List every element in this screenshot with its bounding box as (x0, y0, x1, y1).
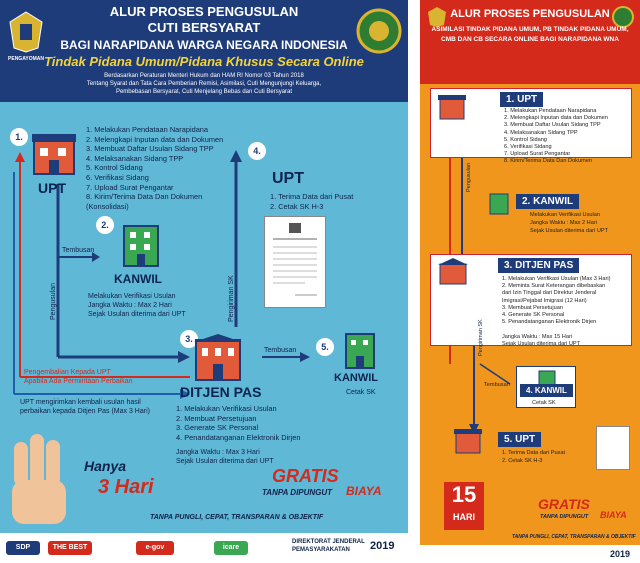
step-3-note: Jangka Waktu : Max 3 Hari (176, 449, 260, 456)
header-sub-2: Tentang Syarat dan Tata Cara Pemberian Remisi, Asimilasi, Cuti Mengunjungi Keluarga, (86, 81, 322, 87)
return-blue-1: UPT mengirimkan kembali usulan hasil (20, 399, 141, 406)
tembusan-label-2: Tembusan (264, 347, 297, 354)
return-red-1: Pengembalian Kepada UPT (24, 369, 111, 376)
days-label: HARI (453, 512, 475, 522)
header-title-4: Tindak Pidana Umum/Pidana Khusus Secara Online (44, 54, 364, 69)
right-step-1-item: 7. Upload Surat Pengantar (504, 151, 571, 158)
header-sub-3: Pembebasan Bersyarat, Cuti Menjelang Bebas dan Cuti Bersyarat (115, 89, 293, 95)
sdp-logo: SDP (6, 541, 40, 555)
step-3-item: 1. Melakukan Verifikasi Usulan (176, 404, 277, 413)
step-2-note: Jangka Waktu : Max 2 Hari (88, 302, 172, 309)
building-kanwil-icon (118, 222, 164, 268)
right-step-1-list (504, 108, 608, 166)
step-2-unit: KANWIL (114, 272, 162, 286)
right-step-3-note: Sejak Usulan diterima dari UPT (502, 341, 581, 347)
right-step-3-item: 3. Membuat Persetujuan (502, 304, 563, 311)
return-blue-2: perbaikan kepada Ditjen Pas (Max 3 Hari) (20, 408, 150, 415)
building-ditjen-icon (192, 334, 244, 382)
right-step-3-item: Imigrasi/Pejabat Imigrasi (12 Hari) (502, 297, 587, 304)
pengusulan-label: Pengusulan (50, 283, 57, 320)
step-1-item: 1. Melakukan Pendataan Narapidana (86, 125, 209, 134)
step-5-number: 5. (316, 338, 334, 356)
right-building-upt-2-icon (454, 428, 482, 454)
right-step-4-note: Cetak SK (532, 400, 556, 406)
right-tembusan: Tembusan (484, 382, 510, 388)
right-step-2-note: Sejak Usulan diterima dari UPT (530, 228, 609, 234)
right-header (420, 0, 640, 84)
step-4-item: 1. Terima Data dari Pusat (270, 192, 354, 201)
step-1-unit: UPT (38, 180, 66, 196)
right-step-3-item: 2. Meminta Surat Keterangan dibebaskan (502, 283, 606, 290)
icare-logo: icare (214, 541, 248, 555)
right-tanpa: TANPA DIPUNGUT (540, 514, 589, 520)
step-4-item: 2. Cetak SK H-3 (270, 201, 324, 211)
right-title-1: ALUR PROSES PENGUSULAN (450, 8, 610, 20)
step-1-item: 7. Upload Surat Pengantar (86, 182, 174, 192)
step-4-unit: UPT (272, 170, 304, 187)
right-sk-document (596, 426, 630, 470)
header-sub-1: Berdasarkan Peraturan Menteri Hukum dan HAM RI Nomor 03 Tahun 2018 (104, 73, 304, 79)
building-upt-icon (30, 132, 78, 176)
left-footer (0, 533, 408, 563)
tembusan-label: Tembusan (62, 247, 95, 254)
step-3-item: 4. Penandatanganan Elektronik Dirjen (176, 432, 301, 442)
step-3-item: 2. Membuat Persetujuan (176, 413, 257, 423)
right-step-1-item: 6. Verifikasi Sidang (504, 144, 552, 151)
tanpa-text: TANPA DIPUNGUT (262, 488, 333, 497)
hanya-text: Hanya (84, 458, 127, 474)
step-3-item: 3. Generate SK Personal (176, 423, 259, 433)
right-step-3-item: 5. Penandatanganan Elektronik Dirjen (502, 319, 597, 326)
right-step-5-item: 1. Terima Data dari Pusat (502, 450, 566, 456)
step-3-unit: DITJEN PAS (180, 384, 262, 400)
slogan-text: TANPA PUNGLI, CEPAT, TRANSPARAN & OBJEKTIF (150, 514, 324, 521)
right-step-2-note: Jangka Waktu : Max 2 Hari (530, 220, 597, 226)
right-step-5-item: 2. Cetak SK H-3 (502, 458, 543, 464)
right-step-4-label: 4. KANWIL (520, 384, 573, 397)
tiga-hari-text: 3 Hari (98, 476, 154, 498)
step-5-note: Cetak SK (346, 389, 376, 396)
right-pengusulan-label: Pengusulan (466, 162, 472, 192)
right-step-3-item: dari Izin Tinggal dari Direktur Jenderal (502, 290, 597, 297)
step-3-note: Sejak Usulan diterima dari UPT (176, 458, 274, 465)
step-4-number: 4. (248, 142, 266, 160)
step-1-item: (Konsolidasi) (86, 201, 129, 211)
header-title-1: ALUR PROSES PENGUSULAN (109, 4, 299, 19)
right-step-3-item: 1. Melakukan Verifikasi Usulan (Max 3 Hari) (502, 276, 611, 282)
biaya-text: BIAYA (346, 484, 382, 498)
three-fingers-hand-icon (6, 432, 78, 528)
right-poster (420, 0, 640, 563)
right-gratis: GRATIS (538, 496, 590, 512)
dirjen-2: PEMASYARAKATAN (292, 547, 350, 553)
the-best-logo: THE BEST (48, 541, 92, 555)
step-2-note: Sejak Usulan diterima dari UPT (88, 311, 186, 318)
egov-logo: e-gov (136, 541, 174, 555)
right-step-1-item: 4. Melaksanakan Sidang TPP (504, 129, 578, 136)
dirjen-1: DIREKTORAT JENDERAL (292, 539, 365, 545)
right-building-ditjen-icon (438, 258, 468, 286)
gratis-text: GRATIS (272, 466, 339, 486)
right-biaya: BIAYA (600, 510, 627, 520)
step-1-item: 3. Membuat Daftar Usulan Sidang TPP (86, 144, 214, 154)
sk-document (264, 216, 326, 308)
step-1-item: 6. Verifikasi Sidang (86, 172, 149, 182)
step-2-note: Melakukan Verifikasi Usulan (88, 293, 176, 300)
footer-year: 2019 (370, 540, 395, 552)
step-3-number: 3. (180, 330, 198, 348)
right-step-1-item: 1. Melakukan Pendataan Narapidana (504, 108, 597, 114)
right-slogan: TANPA PUNGLI, CEPAT, TRANSPARAN & OBJEKTIF (512, 534, 636, 540)
right-step-1-item: 8. Kirim/Terima Data Dan Dokumen (504, 158, 592, 165)
pengayoman-label: PENGAYOMAN (8, 56, 44, 62)
right-step-3-list (502, 276, 611, 326)
right-step-1-item: 3. Membuat Daftar Usulan Sidang TPP (504, 122, 601, 129)
step-4-list (270, 192, 353, 211)
step-5-unit: KANWIL (334, 372, 378, 384)
right-step-2-note: Melakukan Verifikasi Usulan (530, 212, 600, 218)
right-step-1-label: 1. UPT (500, 92, 543, 107)
right-building-kanwil-icon (488, 192, 510, 216)
right-step-3-note: Jangka Waktu : Max 15 Hari (502, 334, 573, 340)
right-title-2: ASIMILASI TINDAK PIDANA UMUM, PB TINDAK PIDANA UMUM, (431, 26, 629, 33)
header-title-3: BAGI NARAPIDANA WARGA NEGARA INDONESIA (60, 38, 348, 52)
right-title-3: CMB DAN CB SECARA ONLINE BAGI NARAPIDANA WNA (441, 36, 619, 43)
right-step-5-label: 5. UPT (498, 432, 541, 447)
step-3-list (176, 404, 301, 442)
right-footer-year: 2019 (610, 549, 631, 559)
building-kanwil-2-icon (340, 330, 380, 370)
right-building-upt-icon (438, 94, 466, 120)
days-number: 15 (451, 482, 477, 507)
step-1-item: 8. Kirim/Terima Data Dan Dokumen (86, 192, 203, 202)
document-icon (265, 217, 325, 307)
pengiriman-sk-label: Pengiriman SK (228, 275, 235, 322)
step-1-item: 2. Melengkapi Inputan data dan Dokumen (86, 134, 224, 144)
right-step-1-item: 5. Kontrol Sidang (504, 136, 547, 143)
return-red-2: Apabila Ada Permintaan Perbaikan (24, 378, 133, 385)
right-step-2-label: 2. KANWIL (516, 194, 579, 209)
step-1-item: 4. Melaksanakan Sidang TPP (86, 153, 184, 163)
header-title-2: CUTI BERSYARAT (147, 20, 261, 35)
right-footer (420, 545, 640, 563)
step-2-number: 2. (96, 216, 114, 234)
right-step-3-item: 4. Generate SK Personal (502, 312, 565, 319)
right-step-1-item: 2. Melengkapi Inputan data dan Dokumen (504, 115, 608, 122)
step-1-number: 1. (10, 128, 28, 146)
step-1-item: 5. Kontrol Sidang (86, 163, 143, 173)
left-header (0, 0, 408, 102)
right-pengiriman-label: Pengiriman SK (478, 319, 484, 356)
right-step-3-label: 3. DITJEN PAS (498, 258, 579, 273)
step-1-list (86, 125, 223, 211)
